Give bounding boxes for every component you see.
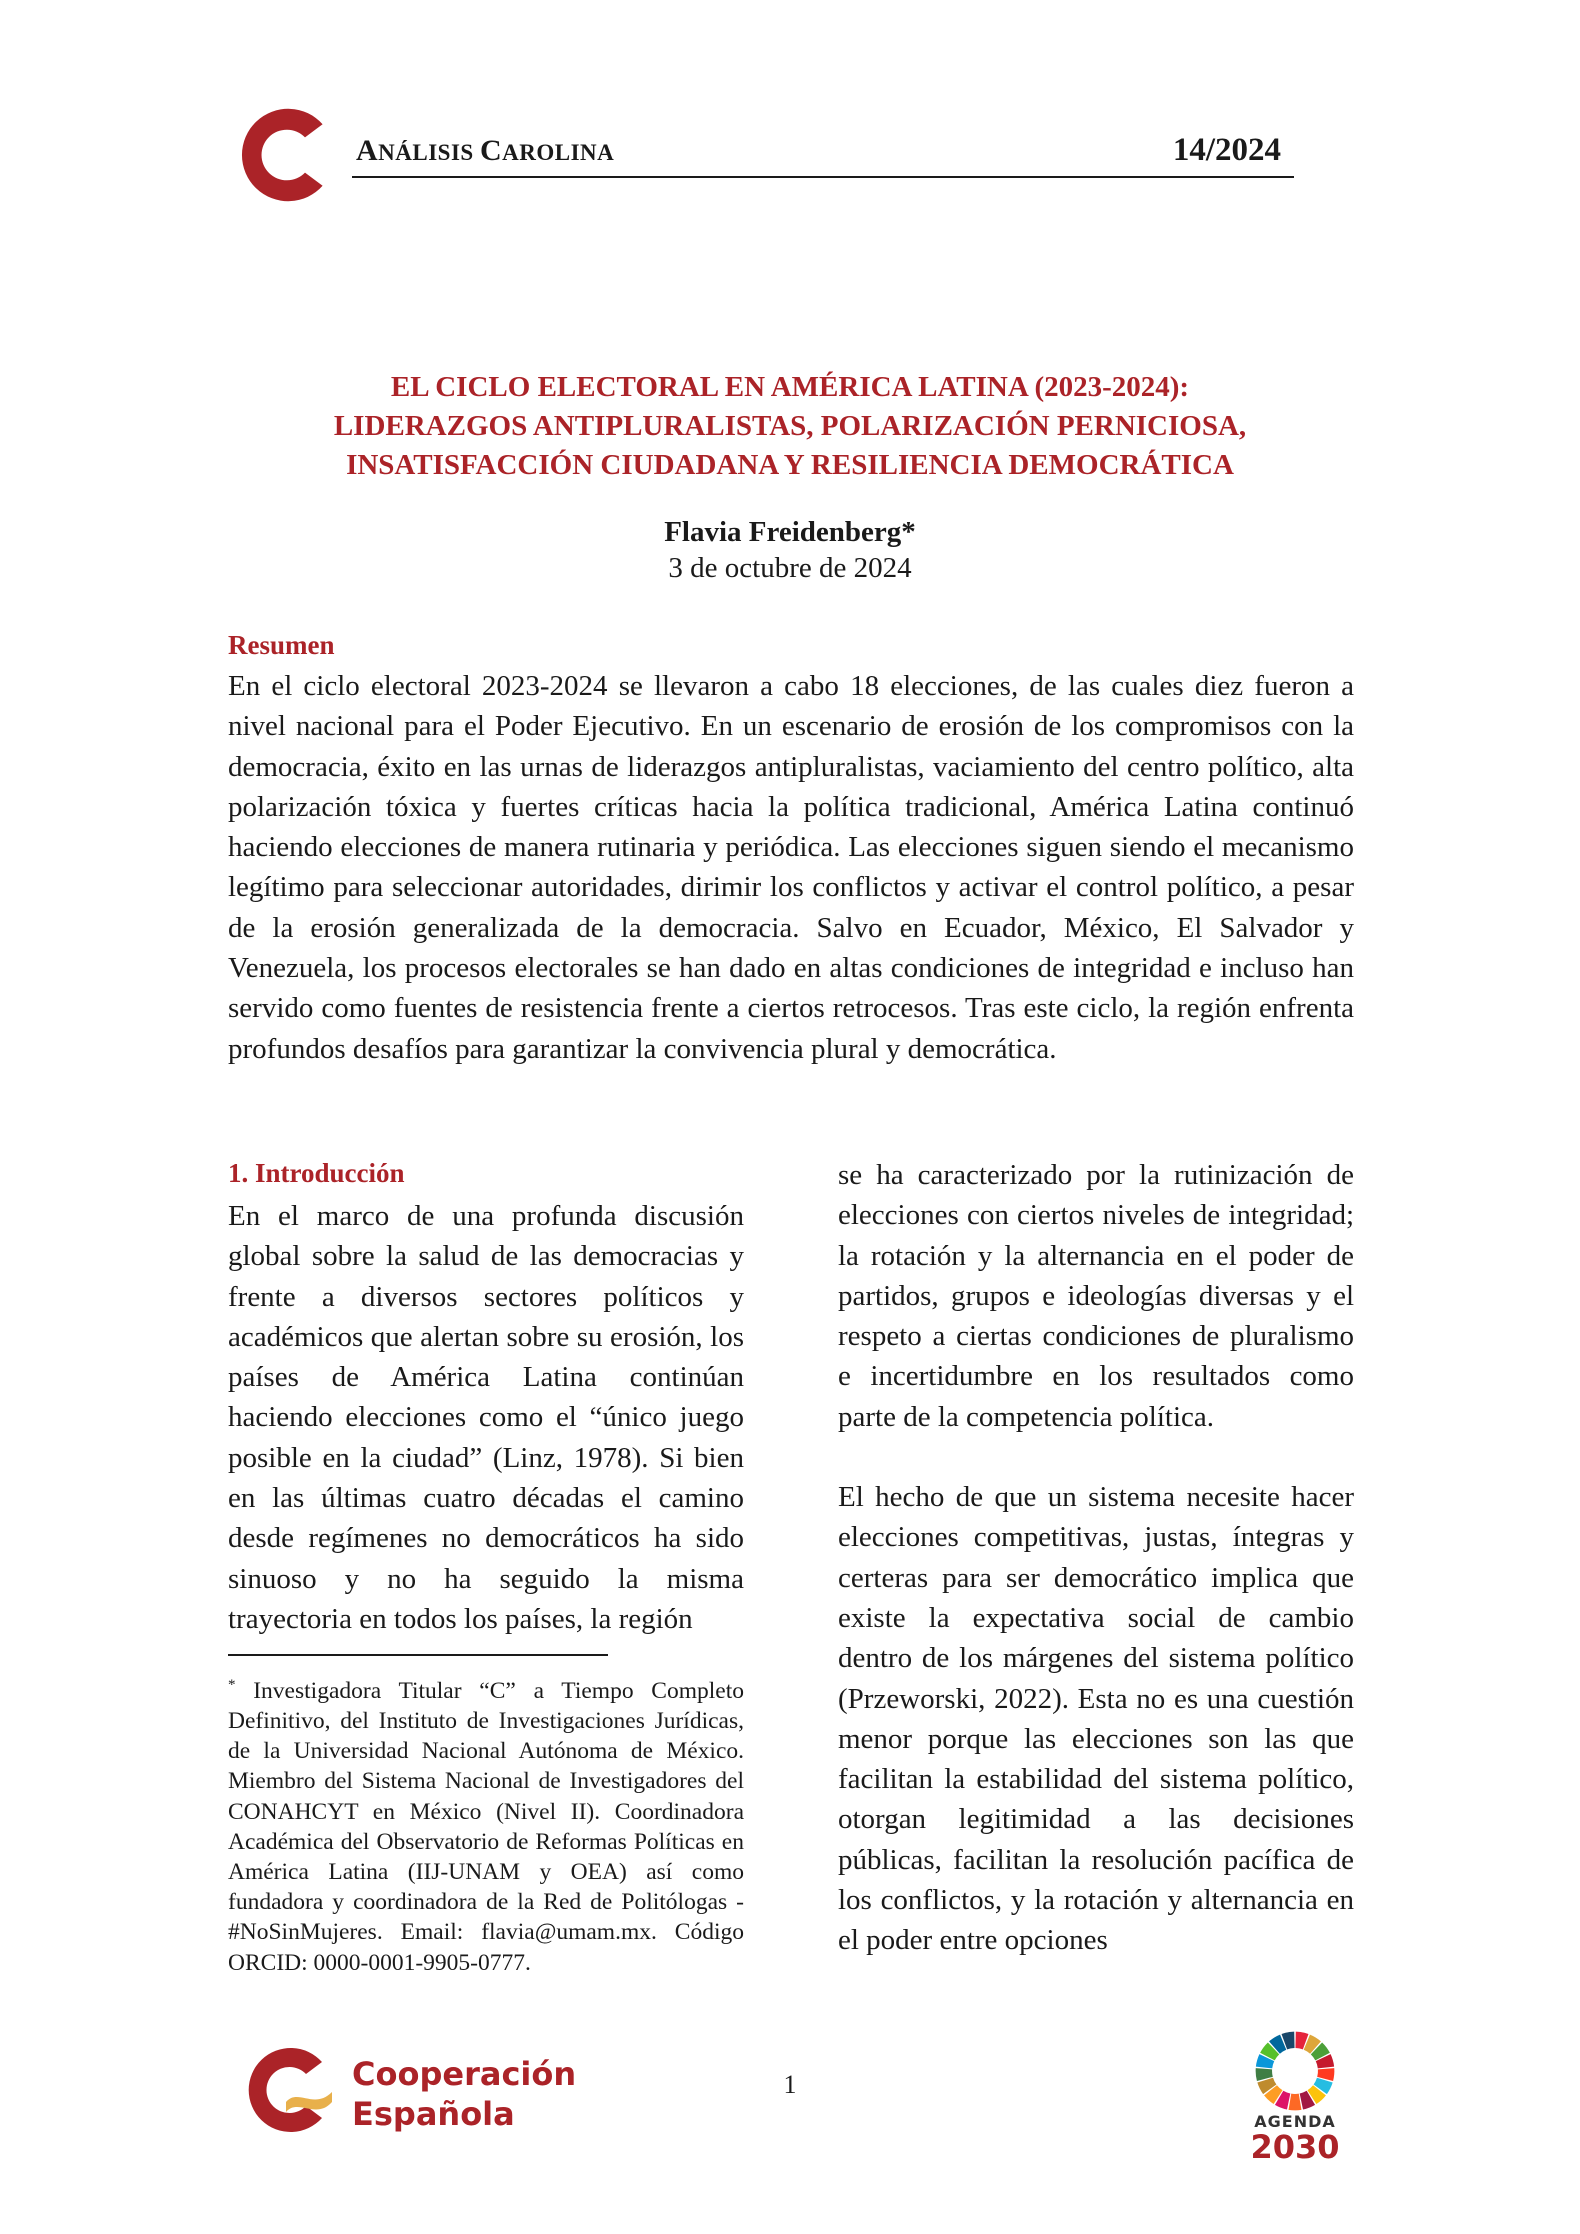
header-divider [352, 176, 1294, 178]
sdg-wheel-segment [1289, 2094, 1302, 2111]
author-footnote [228, 1670, 744, 1978]
brand-line: Española [352, 2095, 515, 2133]
issue-number: 14/2024 [1172, 132, 1281, 168]
footnote-text: Investigadora Titular “C” a Tiempo Completo Definitivo, del Instituto de Investigaciones Jurídicas, de la Universidad Nacional Autónoma de México. Miembro del Sistema Nacional de Investigadores del CONAHCYT en México (Nivel II). Coordinadora Académica del Observatorio de Reformas Políticas en América Latina (IIJ-UNAM y OEA) así como fundadora y coordinadora de la Red de Politólogas - #NoSinMujeres. Email: flavia@umam.mx. Código ORCID: 0000-0001-9905-0777. [228, 1677, 744, 1976]
footnote-divider [228, 1654, 608, 1656]
cooperacion-espanola-logo-icon [236, 2040, 336, 2140]
cooperacion-espanola-wordmark [352, 2054, 576, 2134]
agenda-label: AGENDA [1254, 2112, 1336, 2131]
agenda-year: 2030 [1250, 2128, 1340, 2166]
title-line: EL CICLO ELECTORAL EN AMÉRICA LATINA (2023-2024): [390, 371, 1190, 403]
introduction-heading: 1. Introducción [228, 1158, 405, 1188]
paragraph: El hecho de que un sistema necesite hacer elecciones competitivas, justas, íntegras y certeras para ser democrático implica que existe la expectativa social de cambio dentro de los márgenes del sistema político (Przeworski, 2022). Esta no es una cuestión menor porque las elecciones son las que facilitan la estabilidad del sistema político, otorgan legitimidad a las decisiones públicas, facilitan la resolución pacífica de los conflictos, y la rotación y alternancia en el poder entre opciones [838, 1481, 1354, 1957]
publication-date: 3 de octubre de 2024 [668, 552, 912, 584]
fundacion-carolina-logo-icon [228, 100, 338, 210]
title-line: INSATISFACCIÓN CIUDADANA Y RESILIENCIA DEMOCRÁTICA [346, 449, 1234, 481]
paragraph: se ha caracterizado por la rutinización de elecciones con ciertos niveles de integridad; la rotación y la alternancia en el poder de partidos, grupos e ideologías diversas y el respeto a ciertas condiciones de pluralismo e incertidumbre en los resultados como parte de la competencia política. [838, 1159, 1354, 1433]
introduction-column-2 [838, 1155, 1354, 1961]
title-line: LIDERAZGOS ANTIPLURALISTAS, POLARIZACIÓN PERNICIOSA, [333, 410, 1247, 442]
abstract-heading: Resumen [228, 630, 335, 660]
author-name: Flavia Freidenberg* [664, 516, 916, 548]
document-title [200, 368, 1380, 485]
series-title: ANÁLISIS CAROLINA [356, 134, 615, 167]
brand-line: Cooperación [352, 2055, 577, 2093]
footnote-marker: * [228, 1677, 236, 1693]
introduction-column-1: En el marco de una profunda discusión global sobre la salud de las democracias y frente a diversos sectores políticos y académicos que alertan sobre su erosión, los países de América Latina continúan haciendo elecciones como el “único juego posible en la ciudad” (Linz, 1978). Si bien en las últimas cuatro décadas el camino desde regímenes no democráticos ha sido sinuoso y no ha seguido la misma trayectoria en todos los países, la región [228, 1200, 744, 1635]
abstract-text: En el ciclo electoral 2023-2024 se llevaron a cabo 18 elecciones, de las cuales diez fueron a nivel nacional para el Poder Ejecutivo. En un escenario de erosión de los compromisos con la democracia, éxito en las urnas de liderazgos antipluralistas, vaciamiento del centro político, alta polarización tóxica y fuertes críticas hacia la política tradicional, América Latina continuó haciendo elecciones de manera rutinaria y periódica. Las elecciones siguen siendo el mecanismo legítimo para seleccionar autoridades, dirimir los conflictos y activar el control político, a pesar de la erosión generalizada de la democracia. Salvo en Ecuador, México, El Salvador y Venezuela, los procesos electorales se han dado en altas condiciones de integridad e incluso han servido como fuentes de resistencia frente a ciertos retrocesos. Tras este ciclo, la región enfrenta profundos desafíos para garantizar la convivencia plural y democrática. [228, 670, 1354, 1065]
page-number: 1 [783, 2070, 797, 2099]
sdg-wheel-icon [1254, 2030, 1336, 2112]
